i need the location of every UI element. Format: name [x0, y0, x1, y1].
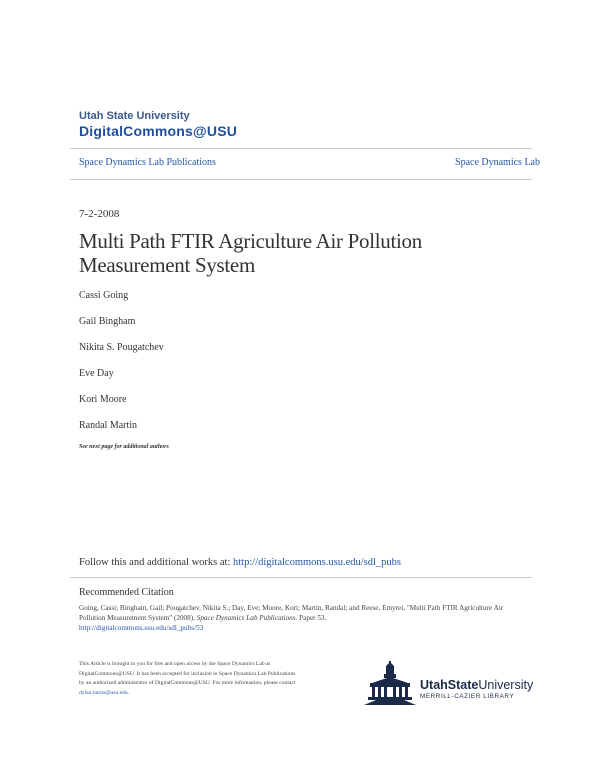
contact-email-link[interactable]: dylan.burns@usu.edu [79, 689, 128, 696]
logo-library-name: MERRILL-CAZIER LIBRARY [420, 693, 515, 700]
citation-text [79, 603, 519, 633]
access-notice [79, 660, 299, 698]
author: Cassi Going [79, 290, 129, 301]
follow-prefix: Follow this and additional works at: [79, 557, 233, 568]
logo-name-regular: University [478, 678, 534, 692]
author: Eve Day [79, 368, 114, 379]
publication-date: 7-2-2008 [79, 208, 120, 220]
logo-wordmark [420, 678, 533, 692]
see-next-page-note: See next page for additional authors [79, 444, 169, 450]
citation-heading: Recommended Citation [79, 587, 174, 598]
logo-name-bold: UtahState [420, 678, 479, 692]
header-divider-top [70, 148, 532, 149]
collection-link[interactable]: http://digitalcommons.usu.edu/sdl_pubs [233, 557, 401, 568]
citation-paper: Paper 53. [297, 614, 327, 622]
article-title: Multi Path FTIR Agriculture Air Pollution Measurement System [79, 229, 422, 277]
notice-end: . [127, 689, 130, 696]
university-name: Utah State University [79, 110, 190, 122]
author: Randal Martin [79, 420, 138, 431]
old-main-building-icon [362, 659, 422, 707]
header-divider-bottom [70, 179, 532, 180]
author: Nikita S. Pougatchev [79, 342, 164, 353]
author: Gail Bingham [79, 316, 136, 327]
citation-divider [70, 577, 532, 578]
department-link[interactable]: Space Dynamics Lab [455, 157, 540, 168]
author: Kori Moore [79, 394, 127, 405]
notice-text: This Article is brought to you for free and open access by the Space Dynamics Lab at DigitalCommons@USU. It has been accepted for inclusion in Space Dynamics Lab Publications by an authorized administrator of DigitalCommons@USU. For more information, please contact [79, 661, 296, 687]
follow-line [79, 557, 401, 568]
usu-library-logo [362, 659, 532, 707]
repository-name[interactable]: DigitalCommons@USU [79, 123, 238, 139]
series-link[interactable]: Space Dynamics Lab Publications [79, 157, 216, 168]
citation-link[interactable]: http://digitalcommons.usu.edu/sdl_pubs/53 [79, 624, 204, 632]
citation-journal: Space Dynamics Lab Publications. [196, 614, 298, 622]
citation-body: Going, Cassi; Bingham, Gail; Pougatchev, Nikita S.; Day, Eve; Moore, Kori; Martin, Randal; and Reese, Emyrei, "Multi Path FTIR Agriculture Air Pollution Measurement System" (2008). [79, 604, 504, 622]
